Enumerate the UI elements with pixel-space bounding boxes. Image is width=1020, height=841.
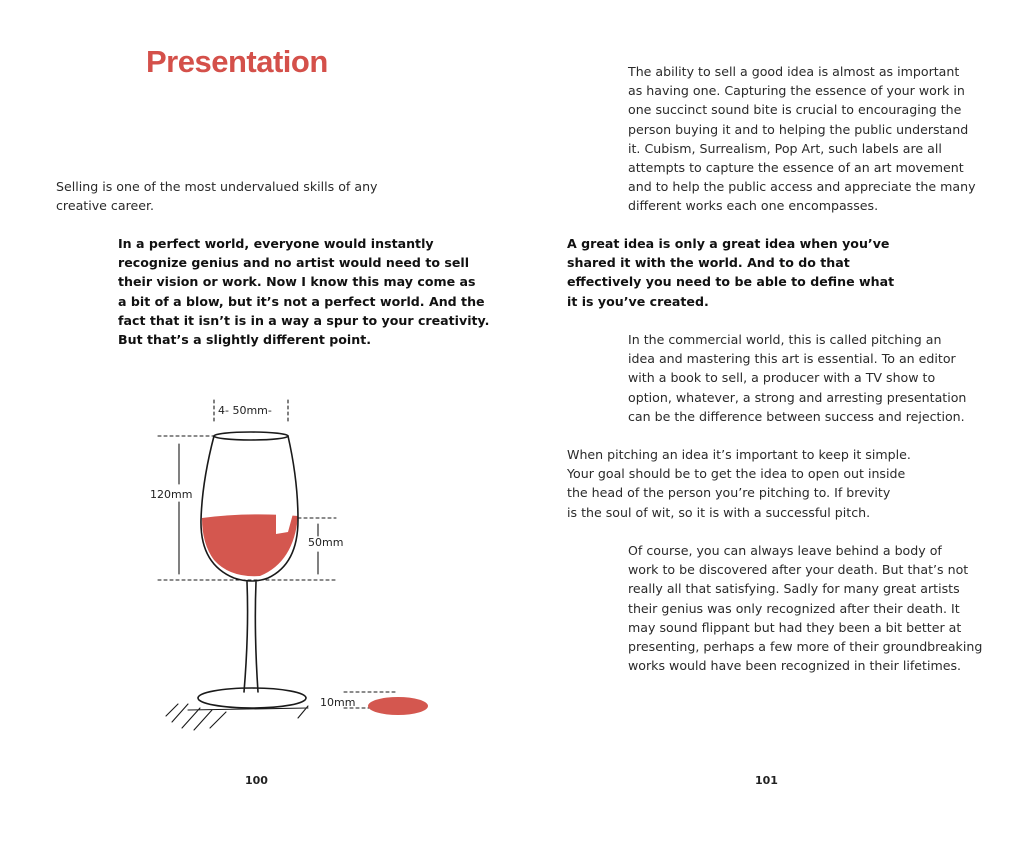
fill-dimension-label: 50mm [308,536,344,549]
paragraph-3 [567,445,911,522]
paragraph-2 [628,330,966,426]
page-number-right: 101 [755,774,778,787]
height-dimension-label: 120mm [150,488,193,501]
pullquote-line: effectively you need to be able to define what [567,274,895,290]
right-page [510,0,1020,841]
wine-spill [368,697,428,715]
intro-line: Selling is one of the most undervalued skills of any [56,179,378,194]
body-line: Of course, you can always leave behind a body of [628,543,942,558]
body-line: idea and mastering this art is essential. To an editor [628,351,956,367]
body-line: their genius was only recognized after their death. It [628,600,960,616]
width-dimension-label: 4- 50mm- [218,404,272,417]
body-line: Your goal should be to get the idea to open out inside [567,466,906,482]
body-line: works would have been recognized in their lifetimes. [628,658,962,674]
body-line: work to be discovered after your death. But that’s not [628,562,969,578]
pullquote-right [567,234,894,311]
paragraph-4 [628,541,982,675]
pullquote-left [118,234,489,349]
glass-rim [214,432,288,440]
body-line: different works each one encompasses. [628,198,879,214]
paragraph-1 [628,62,976,216]
body-line: presenting, perhaps a few more of their groundbreaking [628,639,983,655]
body-line: is the soul of wit, so it is with a successful pitch. [567,504,871,520]
pullquote-line: But that’s a slightly different point. [118,332,372,348]
glass-stem [244,582,258,692]
body-line: may sound flippant but had they been a bit better at [628,619,962,635]
body-line: as having one. Capturing the essence of your work in [628,83,965,99]
pullquote-line: shared it with the world. And to do that [567,255,850,271]
pullquote-line: fact that it isn’t is in a way a spur to your creativity. [118,312,490,328]
page-number-left: 100 [245,774,268,787]
pullquote-line: their vision or work. Now I know this may come as [118,274,476,290]
body-line: and to help the public access and appreciate the many [628,179,976,195]
body-line: The ability to sell a good idea is almost as important [628,64,960,79]
pullquote-line: it is you’ve created. [567,293,709,309]
intro-line: creative career. [56,198,154,214]
spill-dimension-label: 10mm [320,696,356,709]
body-line: with a book to sell, a producer with a TV show to [628,370,936,386]
wine-glass-illustration [148,392,448,742]
body-line: In the commercial world, this is called pitching an [628,332,942,347]
body-line: really all that satisfying. Sadly for many great artists [628,581,960,597]
body-line: can be the difference between success and rejection. [628,408,965,424]
body-line: the head of the person you’re pitching to. If brevity [567,485,891,501]
page-title: Presentation [146,44,328,79]
body-line: option, whatever, a strong and arresting presentation [628,389,967,405]
body-line: person buying it and to helping the public understand [628,121,969,137]
body-line: When pitching an idea it’s important to keep it simple. [567,447,911,462]
body-line: attempts to capture the essence of an art movement [628,160,964,176]
intro-paragraph [56,177,378,215]
body-line: it. Cubism, Surrealism, Pop Art, such labels are all [628,140,942,156]
body-line: one succinct sound bite is crucial to encouraging the [628,102,962,118]
pullquote-line: A great idea is only a great idea when you’ve [567,236,890,251]
glass-base [198,688,306,708]
pullquote-line: recognize genius and no artist would need to sell [118,255,470,271]
pullquote-line: In a perfect world, everyone would instantly [118,236,434,251]
pullquote-line: a bit of a blow, but it’s not a perfect world. And the [118,293,485,309]
